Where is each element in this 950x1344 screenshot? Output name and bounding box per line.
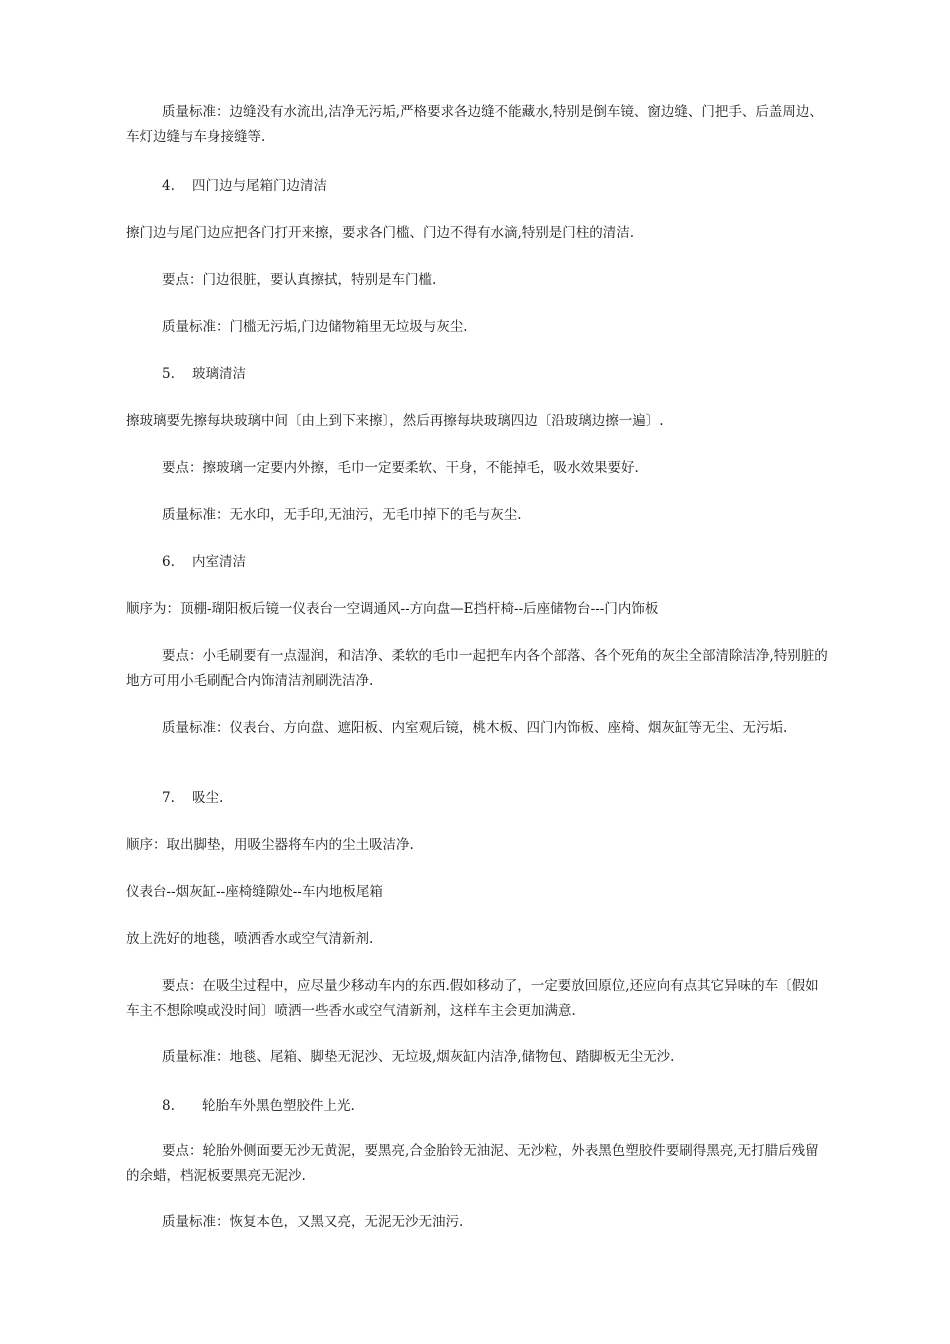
section-title: 玻璃清洁: [192, 366, 246, 382]
section-heading-7: [162, 786, 868, 811]
section-heading-6: [162, 550, 868, 575]
section-number: 5.: [162, 366, 175, 382]
section-heading-5: [162, 362, 868, 387]
section-number: 6.: [162, 554, 175, 570]
paragraph-quality-standard-seams: 质量标准：边缝没有水流出,洁净无污垢,严格要求各边缝不能藏水,特别是倒车镜、窗边缝、门把手、后盖周边、车灯边缝与车身接缝等.: [126, 104, 823, 145]
section-title: 吸尘.: [192, 790, 224, 806]
section-number: 7.: [162, 790, 175, 806]
paragraph-vacuum-carpet: 放上洗好的地毯，喷洒香水或空气清新剂.: [126, 931, 374, 947]
section-heading-8: [162, 1094, 868, 1119]
section-title: 轮胎车外黑色塑胶件上光.: [202, 1098, 355, 1114]
paragraph-tire-quality: 质量标准：恢复本色，又黑又亮，无泥无沙无油污.: [162, 1214, 464, 1230]
section-number: 8.: [162, 1098, 175, 1114]
section-title: 四门边与尾箱门边清洁: [192, 178, 327, 194]
paragraph-door-edge-quality: 质量标准：门槛无污垢,门边储物箱里无垃圾与灰尘.: [162, 319, 468, 335]
section-number: 4.: [162, 178, 175, 194]
paragraph-glass-quality: 质量标准：无水印，无手印,无油污，无毛巾掉下的毛与灰尘.: [162, 507, 522, 523]
paragraph-glass-method: 擦玻璃要先擦每块玻璃中间〔由上到下来擦〕，然后再擦每块玻璃四边〔沿玻璃边擦一遍〕.: [126, 413, 664, 429]
paragraph-door-edge-key-points: 要点：门边很脏，要认真擦拭，特别是车门槛.: [162, 272, 437, 288]
section-heading-4: [162, 174, 868, 199]
paragraph-vacuum-quality: 质量标准：地毯、尾箱、脚垫无泥沙、无垃圾,烟灰缸内洁净,储物包、踏脚板无尘无沙.: [162, 1049, 675, 1065]
section-title: 内室清洁: [192, 554, 246, 570]
paragraph-interior-key-points: 要点：小毛刷要有一点湿润，和洁净、柔软的毛巾一起把车内各个部落、各个死角的灰尘全部清除洁净,特别脏的地方可用小毛刷配合内饰清洁剂刷洗洁净.: [126, 648, 828, 689]
paragraph-vacuum-key-points: 要点：在吸尘过程中，应尽量少移动车内的东西.假如移动了，一定要放回原位,还应向有点其它异味的车〔假如车主不想除嗅或没时间〕喷洒一些香水或空气清新剂，这样车主会更加满意.: [126, 978, 819, 1019]
paragraph-vacuum-sequence: 仪表台--烟灰缸--座椅缝隙处--车内地板尾箱: [126, 884, 383, 900]
paragraph-interior-order: 顺序为：顶棚-瑚阳板后镜一仪表台一空调通风--方向盘—E挡杆椅--后座储物台---门内饰板: [126, 601, 659, 617]
paragraph-interior-quality: 质量标准：仪表台、方向盘、遮阳板、内室观后镜，桃木板、四门内饰板、座椅、烟灰缸等无尘、无污垢.: [162, 720, 788, 736]
paragraph-glass-key-points: 要点：擦玻璃一定要内外擦，毛巾一定要柔软、干身，不能掉毛，吸水效果要好.: [162, 460, 639, 476]
paragraph-door-edge-method: 擦门边与尾门边应把各门打开来擦，要求各门槛、门边不得有水滴,特别是门柱的清洁.: [126, 225, 635, 241]
paragraph-vacuum-order: 顺序：取出脚垫，用吸尘器将车内的尘土吸洁净.: [126, 837, 414, 853]
paragraph-tire-key-points: 要点：轮胎外侧面要无沙无黄泥，要黑亮,合金胎铃无油泥、无沙粒，外表黑色塑胶件要刷得黑亮,无打腊后残留的余蜡，档泥板要黑亮无泥沙.: [126, 1143, 819, 1184]
